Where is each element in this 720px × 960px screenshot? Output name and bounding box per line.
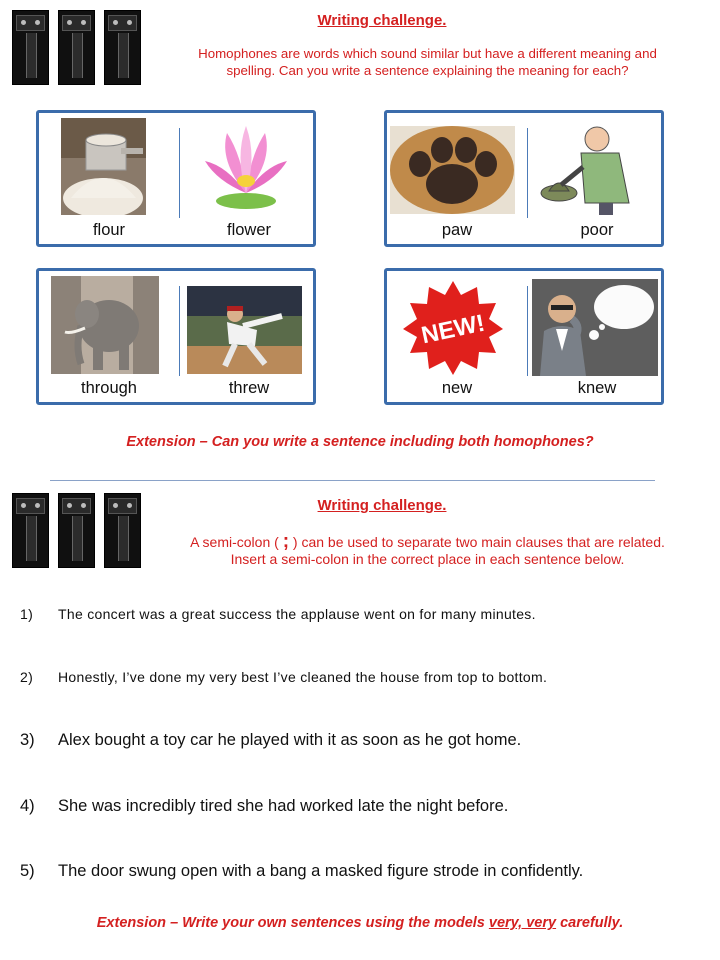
challenge-two-extension: [0, 915, 720, 931]
new-badge-text: NEW!: [419, 309, 488, 350]
homophone-word: knew: [577, 379, 617, 397]
item-text: Alex bought a toy car he played with it as soon as he got home.: [58, 731, 522, 749]
poor-man-image: [539, 123, 639, 218]
intro-text: A semi-colon (: [190, 534, 279, 550]
card-divider: [179, 128, 180, 218]
item-number: 4): [20, 797, 35, 815]
challenge-one-title: Writing challenge.: [317, 12, 447, 29]
challenge-one-intro: [140, 45, 715, 79]
homophone-word: paw: [441, 221, 473, 239]
homophone-word: poor: [580, 221, 614, 239]
section-divider: [50, 480, 655, 481]
homophone-card: [384, 268, 664, 405]
intro-text: ) can be used to separate two main clauses that are related.: [292, 534, 665, 550]
item-text: Honestly, I’ve done my very best I’ve cleaned the house from top to bottom.: [58, 669, 548, 685]
intro-line: Insert a semi-colon in the correct place in each sentence below.: [230, 551, 625, 567]
pitcher-image: [187, 286, 302, 374]
item-text: The concert was a great success the applause went on for many minutes.: [58, 606, 536, 622]
item-text: She was incredibly tired she had worked late the night before.: [58, 797, 509, 815]
extension-text: Extension – Write your own sentences using the models: [96, 915, 489, 931]
school-logo-icon: [12, 10, 49, 85]
item-number: 2): [20, 669, 34, 685]
flower-image: [197, 121, 295, 216]
card-divider: [527, 128, 528, 218]
intro-line: Homophones are words which sound similar but have a different meaning and: [198, 46, 657, 61]
extension-emphasis: very, very: [488, 915, 557, 931]
homophone-word: through: [81, 379, 137, 397]
school-logo-icon: [12, 493, 49, 568]
school-logo-icon: [58, 10, 95, 85]
homophone-card: [36, 268, 316, 405]
extension-text: carefully.: [556, 915, 624, 931]
challenge-two-intro: [140, 533, 715, 568]
paw-image: [390, 126, 515, 214]
elephant-image: [51, 276, 159, 374]
thinking-man-image: [532, 279, 658, 376]
homophone-word: flour: [92, 221, 126, 239]
item-text: The door swung open with a bang a masked figure strode in confidently.: [58, 862, 584, 880]
intro-line: [140, 533, 715, 551]
item-number: 5): [20, 862, 35, 880]
new-badge-image: [401, 279, 505, 377]
challenge-one-extension: Extension – Can you write a sentence including both homophones?: [126, 434, 594, 450]
homophone-card: [384, 110, 664, 247]
card-divider: [527, 286, 528, 376]
flour-image: [61, 118, 146, 215]
homophone-word: threw: [228, 379, 270, 397]
homophone-word: flower: [226, 221, 271, 239]
school-logo-icon: [58, 493, 95, 568]
challenge-two-title: Writing challenge.: [317, 497, 447, 514]
item-number: 1): [20, 606, 34, 622]
school-logo-icon: [104, 493, 141, 568]
homophone-word: new: [441, 379, 473, 397]
card-divider: [179, 286, 180, 376]
item-number: 3): [20, 731, 35, 749]
school-logo-icon: [104, 10, 141, 85]
semicolon-symbol: ;: [282, 531, 290, 552]
homophone-card: [36, 110, 316, 247]
intro-line: spelling. Can you write a sentence explaining the meaning for each?: [226, 63, 629, 78]
